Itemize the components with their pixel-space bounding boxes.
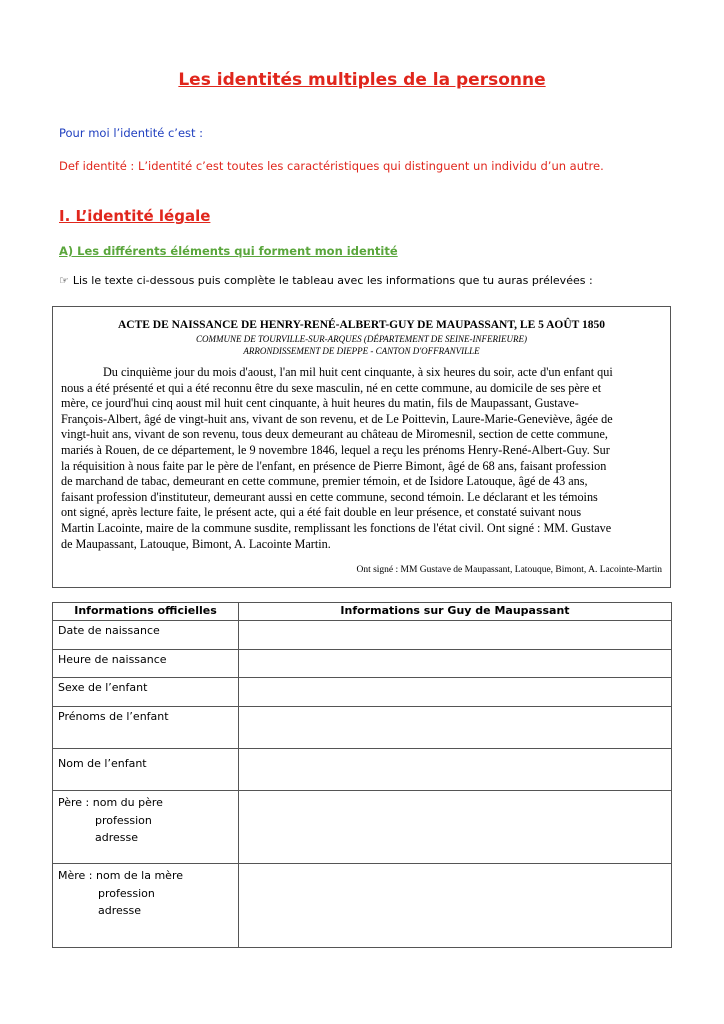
row-label-nom: Nom de l’enfant	[53, 749, 239, 791]
certificate-line: Martin Lacointe, maire de la commune susdite, remplissant les fonctions de l'état civil. Ont signé : MM. Gustave	[61, 520, 612, 535]
answer-cell-prenoms[interactable]	[239, 707, 672, 749]
pere-profession-label: profession	[95, 813, 152, 827]
certificate-line: faisant profession d'instituteur, demeurant aussi en cette commune, second témoin. Le déclarant et les témoins	[61, 489, 598, 504]
answer-cell-sexe[interactable]	[239, 678, 672, 707]
mere-nom-label: Mère : nom de la mère	[58, 869, 183, 882]
certificate-line: nous a été présenté et qui a été reconnu être du sexe masculin, né en cette commune, au domicile de ses père et	[61, 380, 602, 395]
row-label-date: Date de naissance	[53, 621, 239, 650]
row-label-pere	[53, 791, 239, 864]
answer-cell-nom[interactable]	[239, 749, 672, 791]
birth-certificate-box	[52, 306, 671, 588]
pere-nom-label: Père : nom du père	[58, 796, 163, 809]
instruction	[59, 274, 593, 287]
certificate-line: Du cinquième jour du mois d'aoust, l'an mil huit cent cinquante, à six heures du soir, acte d'un enfant qui	[103, 365, 613, 379]
mere-adresse-label: adresse	[98, 904, 142, 917]
header-maupassant-info: Informations sur Guy de Maupassant	[239, 603, 672, 621]
certificate-line: vingt-huit ans, vivant de son revenu, tous deux demeurant au château de Miromesnil, section de cette commune,	[61, 427, 608, 442]
answer-cell-mere[interactable]	[239, 864, 672, 948]
certificate-line: de Maupassant, Latouque, Bimont, A. Lacointe Martin.	[61, 536, 331, 551]
info-table	[52, 602, 672, 948]
row-label-mere	[53, 864, 239, 948]
certificate-line: la réquisition à nous faite par le père de l'enfant, en présence de Pierre Bimont, âgé de 68 ans, faisant profession	[61, 458, 607, 473]
certificate-arrondissement: ARRONDISSEMENT DE DIEPPE - CANTON D'OFFRANVILLE	[243, 346, 480, 356]
answer-cell-heure[interactable]	[239, 650, 672, 678]
certificate-line: ont signé, après lecture faite, le présent acte, qui a été fait double en leur présence, et constaté suivant nous	[61, 505, 582, 520]
page-title: Les identités multiples de la personne	[178, 70, 546, 90]
certificate-text	[61, 365, 666, 552]
certificate-line: de marchand de tabac, demeurant en cette commune, premier témoin, et de Isidore Latouque, âgé de 43 ans,	[61, 474, 588, 489]
row-label-heure: Heure de naissance	[53, 650, 239, 678]
certificate-signature: Ont signé : MM Gustave de Maupassant, Latouque, Bimont, A. Lacointe-Martin	[356, 565, 662, 575]
subsection-title: A) Les différents éléments qui forment mon identité	[59, 244, 398, 258]
header-official-info: Informations officielles	[53, 603, 239, 621]
mere-profession-label: profession	[98, 886, 155, 900]
instruction-text: Lis le texte ci-dessous puis complète le tableau avec les informations que tu auras prélevées :	[72, 274, 593, 287]
certificate-commune: COMMUNE DE TOURVILLE-SUR-ARQUES (DÉPARTEMENT DE SEINE-INFERIEURE)	[195, 334, 528, 344]
identity-prompt: Pour moi l’identité c’est :	[59, 126, 204, 140]
pere-adresse-label: adresse	[95, 831, 139, 844]
certificate-line: François-Albert, âgé de vingt-huit ans, vivant de son revenu, et de Le Poittevin, Laure-Marie-Geneviève, âgée de	[61, 411, 613, 426]
certificate-title: ACTE DE NAISSANCE DE HENRY-RENÉ-ALBERT-GUY DE MAUPASSANT, LE 5 AOÛT 1850	[117, 319, 606, 331]
certificate-line: mariés à Rouen, de ce département, le 9 novembre 1846, lequel a reçu les prénoms Henry-René-Albert-Guy. Sur	[61, 442, 610, 457]
answer-cell-date[interactable]	[239, 621, 672, 650]
row-label-prenoms: Prénoms de l’enfant	[53, 707, 239, 749]
identity-definition: Def identité : L’identité c’est toutes les caractéristiques qui distinguent un individu d’un autre.	[59, 159, 604, 173]
answer-cell-pere[interactable]	[239, 791, 672, 864]
row-label-sexe: Sexe de l’enfant	[53, 678, 239, 707]
section-title: I. L’identité légale	[59, 207, 211, 225]
certificate-line: mère, ce jourd'hui cinq aoust mil huit cent cinquante, à huit heures du matin, fils de Maupassant, Gustave-	[61, 396, 579, 411]
pointing-hand-icon: ☞	[59, 274, 69, 287]
